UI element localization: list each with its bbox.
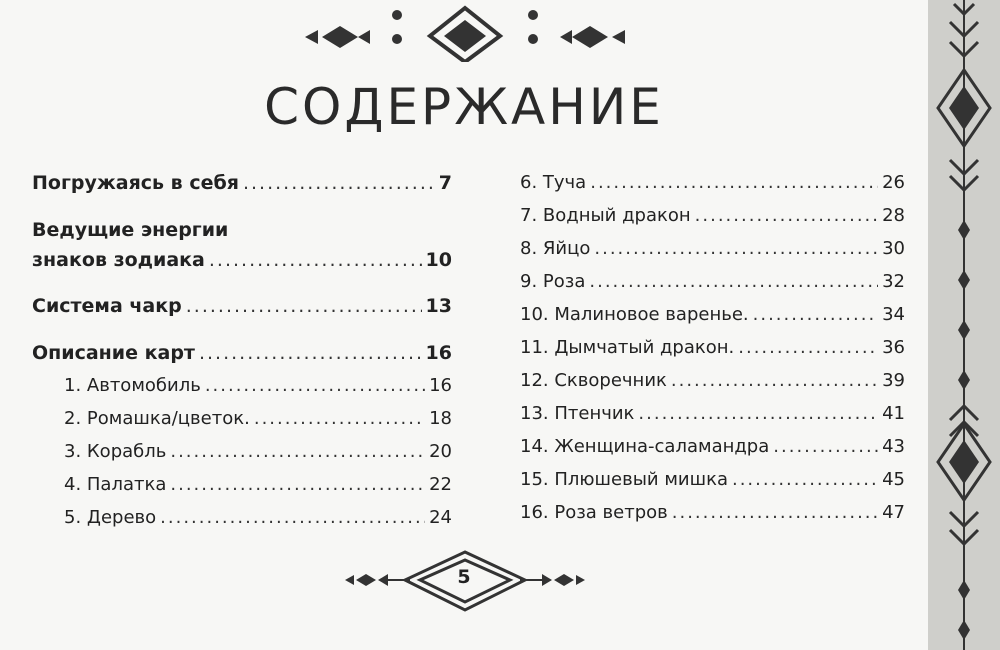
toc-entry[interactable] — [520, 436, 905, 469]
dot-leader — [590, 172, 878, 193]
toc-entry[interactable] — [520, 502, 905, 535]
toc-entry-label: 4. Палатка — [64, 474, 167, 495]
toc-entry-label: Описание карт — [32, 342, 195, 364]
toc-entry[interactable] — [32, 172, 452, 205]
toc-entry-page: 47 — [882, 502, 905, 523]
toc-entry-page: 32 — [882, 271, 905, 292]
toc-entry[interactable] — [520, 271, 905, 304]
toc-entry-label: 5. Дерево — [64, 507, 157, 528]
toc-entry-label: 2. Ромашка/цветок. — [64, 408, 250, 429]
toc-right-column — [520, 172, 905, 535]
toc-entry-label: 3. Корабль — [64, 441, 167, 462]
dot-leader — [589, 271, 878, 292]
toc-entry[interactable] — [520, 238, 905, 271]
page-number: 5 — [457, 566, 471, 588]
toc-entry[interactable] — [520, 337, 905, 370]
dot-leader — [773, 436, 878, 457]
dot-leader — [160, 507, 425, 528]
toc-entry[interactable] — [520, 403, 905, 436]
toc-entry-page: 41 — [882, 403, 905, 424]
toc-entry-label: 8. Яйцо — [520, 238, 591, 259]
toc-entry[interactable] — [520, 304, 905, 337]
toc-entry-page: 39 — [882, 370, 905, 391]
toc-entry[interactable] — [32, 474, 452, 507]
side-band-ornament-icon — [928, 0, 1000, 650]
toc-entry-label: 13. Птенчик — [520, 403, 635, 424]
toc-entry-label: 12. Скворечник — [520, 370, 667, 391]
toc-entry-label: 16. Роза ветров — [520, 502, 668, 523]
page-title: СОДЕРЖАНИЕ — [264, 78, 664, 136]
dot-leader — [594, 238, 878, 259]
toc-entry-page: 18 — [429, 408, 452, 429]
toc-entry[interactable] — [32, 342, 452, 375]
toc-entry-page: 22 — [429, 474, 452, 495]
toc-entry-label: 14. Женщина-саламандра — [520, 436, 770, 457]
dot-leader — [695, 205, 878, 226]
toc-entry-label: Погружаясь в себя — [32, 172, 239, 194]
dot-leader — [638, 403, 878, 424]
dot-leader — [186, 295, 422, 317]
toc-entry[interactable] — [520, 172, 905, 205]
dot-leader — [170, 474, 425, 495]
dot-leader — [205, 375, 425, 396]
toc-entry[interactable] — [32, 507, 452, 540]
dot-leader — [753, 304, 878, 325]
top-ornament-icon — [300, 2, 630, 62]
toc-entry[interactable] — [520, 469, 905, 502]
toc-entry[interactable] — [32, 375, 452, 408]
toc-entry-page: 28 — [882, 205, 905, 226]
toc-entry-label: 7. Водный дракон — [520, 205, 691, 226]
toc-entry-page: 24 — [429, 507, 452, 528]
toc-entry-page: 36 — [882, 337, 905, 358]
toc-entry-page: 13 — [425, 295, 452, 317]
toc-entry-label: Ведущие энергии — [32, 219, 229, 241]
toc-entry-page: 45 — [882, 469, 905, 490]
toc-left-column — [32, 172, 452, 540]
dot-leader — [732, 469, 878, 490]
toc-entry[interactable] — [32, 441, 452, 474]
toc-entry-page: 10 — [425, 249, 452, 271]
toc-entry-label: 10. Малиновое варенье. — [520, 304, 749, 325]
toc-entry-page: 16 — [425, 342, 452, 364]
toc-entry-page: 26 — [882, 172, 905, 193]
toc-entry-label: 6. Туча — [520, 172, 587, 193]
dot-leader — [209, 249, 422, 271]
toc-entry-label: 15. Плюшевый мишка — [520, 469, 728, 490]
dot-leader — [254, 408, 425, 429]
toc-entry-label: 11. Дымчатый дракон. — [520, 337, 735, 358]
dot-leader — [170, 441, 425, 462]
dot-leader — [672, 502, 878, 523]
toc-entry[interactable] — [32, 295, 452, 328]
dot-leader — [671, 370, 878, 391]
decorative-side-band — [928, 0, 1000, 650]
toc-entry-label: Система чакр — [32, 295, 182, 317]
toc-entry[interactable] — [32, 219, 452, 281]
toc-entry-label: 9. Роза — [520, 271, 586, 292]
toc-entry-page: 43 — [882, 436, 905, 457]
dot-leader — [243, 172, 435, 194]
toc-entry-page: 7 — [438, 172, 452, 194]
toc-entry-page: 20 — [429, 441, 452, 462]
toc-entry-page: 30 — [882, 238, 905, 259]
toc-entry[interactable] — [520, 370, 905, 403]
toc-entry-page: 16 — [429, 375, 452, 396]
dot-leader — [199, 342, 422, 364]
toc-entry-label: 1. Автомобиль — [64, 375, 201, 396]
toc-entry-label: знаков зодиака — [32, 249, 205, 271]
toc-entry-page: 34 — [882, 304, 905, 325]
dot-leader — [738, 337, 878, 358]
toc-entry[interactable] — [32, 408, 452, 441]
toc-entry[interactable] — [520, 205, 905, 238]
